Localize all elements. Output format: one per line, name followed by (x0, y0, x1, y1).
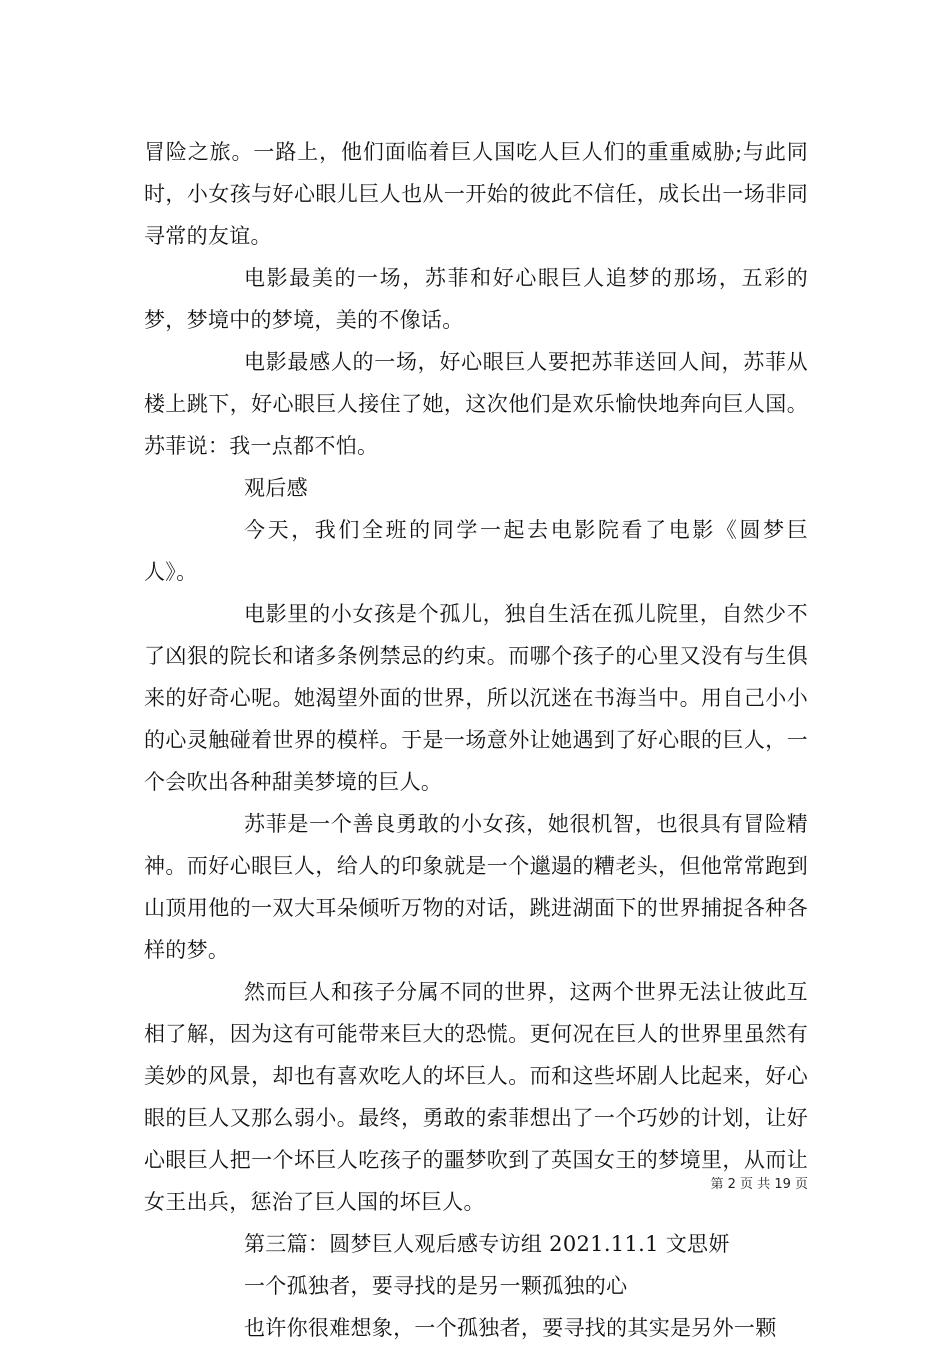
paragraph-sophie-brave: 苏菲是一个善良勇敢的小女孩，她很机智，也很具有冒险精神。而好心眼巨人，给人的印象就是一个邋遢的糟老头，但他常常跑到山顶用他的一双大耳朵倾听万物的对话，跳进湖面下的世界捕捉各种各样的梦。 (144, 812, 808, 962)
paragraph-today-cinema: 今天，我们全班的同学一起去电影院看了电影《圆梦巨人》。 (144, 518, 808, 584)
page-number: 第 2 页 共 19 页 (710, 1177, 808, 1192)
paragraph-most-beautiful-scene: 电影最美的一场，苏菲和好心眼巨人追梦的那场，五彩的梦，梦境中的梦境，美的不像话。 (144, 266, 808, 332)
paragraph-different-worlds: 然而巨人和孩子分属不同的世界，这两个世界无法让彼此互相了解，因为这有可能带来巨大的恐慌。更何况在巨人的世界里虽然有美妙的风景，却也有喜欢吃人的坏巨人。而和这些坏剧人比起来，好心眼的巨人又那么弱小。最终，勇敢的索菲想出了一个巧妙的计划，让好心眼巨人把一个坏巨人吃孩子的噩梦吹到了英国女王的梦境里，从而让女王出兵，惩治了巨人国的坏巨人。 (144, 980, 808, 1214)
paragraph-orphan-girl: 电影里的小女孩是个孤儿，独自生活在孤儿院里，自然少不了凶狠的院长和诸多条例禁忌的约束。而哪个孩子的心里又没有与生俱来的好奇心呢。她渴望外面的世界，所以沉迷在书海当中。用自己小小的心灵触碰着世界的模样。于是一场意外让她遇到了好心眼的巨人，一个会吹出各种甜美梦境的巨人。 (144, 602, 808, 794)
section-heading-part-three: 第三篇：圆梦巨人观后感专访组 2021.11.1 文思妍 (244, 1232, 730, 1256)
paragraph-lonely-one: 也许你很难想象，一个孤独者，要寻找的其实是另外一颗 (244, 1316, 777, 1340)
subtitle-lonely-heart: 一个孤独者，要寻找的是另一颗孤独的心 (244, 1274, 628, 1298)
paragraph-most-touching-scene: 电影最感人的一场，好心眼巨人要把苏菲送回人间，苏菲从楼上跳下，好心眼巨人接住了她，这次他们是欢乐愉快地奔向巨人国。苏菲说：我一点都不怕。 (144, 350, 808, 458)
section-heading-review: 观后感 (244, 476, 308, 500)
document-page (144, 131, 808, 1349)
paragraph-intro-continued: 冒险之旅。一路上，他们面临着巨人国吃人巨人们的重重威胁;与此同时，小女孩与好心眼儿巨人也从一开始的彼此不信任，成长出一场非同寻常的友谊。 (144, 140, 808, 248)
